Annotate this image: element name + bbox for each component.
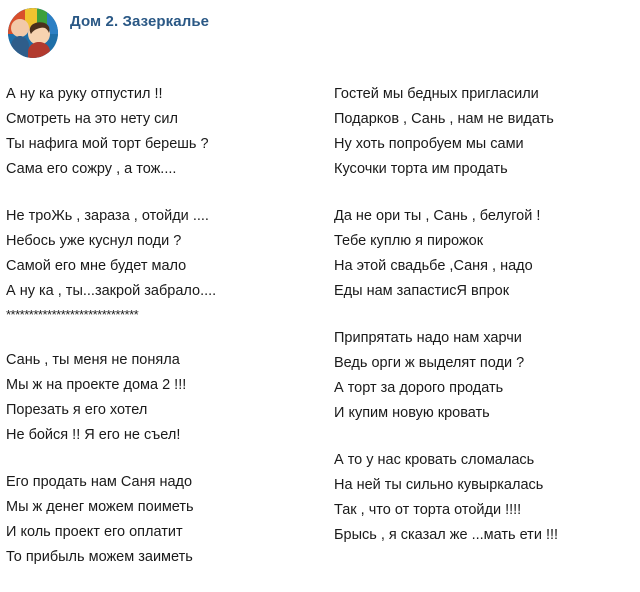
poem-line: Так , что от торта отойди !!!! <box>334 502 522 518</box>
avatar-image <box>8 8 58 58</box>
poem-column-left <box>0 82 330 592</box>
poem-line: Да не ори ты , Сань , белугой ! <box>334 208 541 224</box>
poem-separator: ***************************** <box>6 307 139 322</box>
poem-line: А торт за дорого продать <box>334 380 504 396</box>
stanza <box>6 82 330 182</box>
poem-column-right <box>330 82 640 592</box>
poem-line: А ну ка , ты...закрой забрало.... <box>6 283 217 299</box>
poem-line: Сама его сожру , а тож.... <box>6 161 177 177</box>
poem-line: Смотреть на это нету сил <box>6 111 178 127</box>
poem-line: На этой свадьбе ,Саня , надо <box>334 258 533 274</box>
poem-line: Небось уже куснул поди ? <box>6 233 182 249</box>
poem-line: Припрятать надо нам харчи <box>334 330 522 346</box>
poem-line: Ты нафига мой торт берешь ? <box>6 136 209 152</box>
post-header <box>0 0 640 62</box>
poem-line: Порезать я его хотел <box>6 402 148 418</box>
poem-line: И коль проект его оплатит <box>6 524 183 540</box>
poem-line: Ведь орги ж выделят поди ? <box>334 355 525 371</box>
avatar[interactable] <box>8 8 58 58</box>
poem-line: На ней ты сильно кувыркалась <box>334 477 544 493</box>
stanza <box>6 348 330 448</box>
stanza <box>334 82 640 182</box>
poem-line: Не троЖь , зараза , отойди .... <box>6 208 209 224</box>
poem-line: Самой его мне будет мало <box>6 258 187 274</box>
poem-line: Подарков , Сань , нам не видать <box>334 111 554 127</box>
stanza <box>6 204 330 326</box>
poem-line: Мы ж денег можем поиметь <box>6 499 194 515</box>
poem-line: Брысь , я сказал же ...мать ети !!! <box>334 527 559 543</box>
poem-line: А то у нас кровать сломалась <box>334 452 535 468</box>
poem-line: Сань , ты меня не поняла <box>6 352 180 368</box>
stanza <box>334 204 640 304</box>
poem-line: Еды нам запастисЯ впрок <box>334 283 510 299</box>
poem-line: А ну ка руку отпустил !! <box>6 86 163 102</box>
poem-line: Мы ж на проекте дома 2 !!! <box>6 377 187 393</box>
poem-line: Кусочки торта им продать <box>334 161 508 177</box>
stanza <box>334 448 640 548</box>
poem-line: И купим новую кровать <box>334 405 490 421</box>
poem-line: Гостей мы бедных пригласили <box>334 86 539 102</box>
poem-line: То прибыль можем заиметь <box>6 549 193 565</box>
stanza <box>334 326 640 426</box>
poem-line: Не бойся !! Я его не съел! <box>6 427 181 443</box>
poem-columns <box>0 62 640 592</box>
page-title: Дом 2. Зазеркалье <box>70 13 210 30</box>
poem-line: Его продать нам Саня надо <box>6 474 193 490</box>
poem-line: Ну хоть попробуем мы сами <box>334 136 524 152</box>
poem-line: Тебе куплю я пирожок <box>334 233 484 249</box>
stanza <box>6 470 330 570</box>
